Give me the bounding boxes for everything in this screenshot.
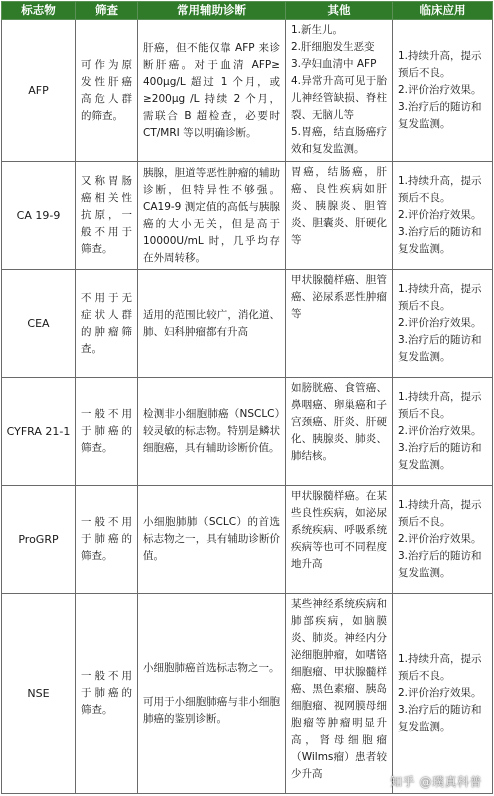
table-row — [2, 20, 493, 162]
clinical-cell — [393, 594, 493, 794]
other-line: 甲状腺髓样癌、胆管癌、泌尿系恶性肿瘤等 — [291, 274, 387, 320]
clinical-line: 3.治疗后的随访和复发监测。 — [398, 550, 482, 579]
header-screening: 筛查 — [76, 2, 138, 20]
other-line: 甲状腺髓样癌。在某些良性疾病，如泌尿系统疾病、呼吸系统疾病等也可不同程度地升高 — [291, 490, 387, 570]
screening-cell — [76, 594, 138, 794]
clinical-cell — [393, 162, 493, 270]
diagnosis-paragraph: 小细胞肺肺（SCLC）的首选标志物之一，具有辅助诊断价值。 — [143, 516, 280, 562]
other-line: 某些神经系统疾病和肺部疾病，如脑膜炎、肺炎。神经内分泌细胞肿瘤，如嗜铬细胞瘤、甲状腺髓样癌、黑色素瘤、胰岛细胞瘤、视网膜母细胞瘤等肿瘤明显升高，肾母细胞瘤（Wilms瘤）患者较少升高 — [291, 598, 387, 780]
other-line: 5.胃癌，结直肠癌疗效和复发监测。 — [291, 126, 387, 155]
table-row — [2, 270, 493, 378]
diagnosis-cell — [138, 270, 286, 378]
clinical-line: 3.治疗后的随访和复发监测。 — [398, 334, 482, 363]
clinical-cell — [393, 378, 493, 486]
screening-cell — [76, 486, 138, 594]
clinical-line: 3.治疗后的随访和复发监测。 — [398, 704, 482, 733]
table-row — [2, 378, 493, 486]
diagnosis-paragraph: 小细胞肺癌首选标志物之一。 — [143, 661, 280, 674]
clinical-line: 3.治疗后的随访和复发监测。 — [398, 101, 482, 130]
clinical-cell — [393, 20, 493, 162]
diagnosis-cell — [138, 486, 286, 594]
clinical-line: 2.评价治疗效果。 — [398, 84, 482, 96]
screening-cell — [76, 378, 138, 486]
clinical-line: 1.持续升高，提示预后不良。 — [398, 50, 482, 79]
screening-text: 可作为原发性肝癌高危人群的筛查。 — [81, 58, 132, 122]
marker-name: CEA — [27, 317, 50, 330]
other-cell — [286, 378, 393, 486]
clinical-line: 3.治疗后的随访和复发监测。 — [398, 442, 482, 471]
clinical-line: 1.持续升高，提示预后不良。 — [398, 283, 482, 312]
marker-name: NSE — [27, 687, 50, 700]
marker-cell — [2, 162, 76, 270]
table-row — [2, 486, 493, 594]
marker-cell — [2, 20, 76, 162]
table-row — [2, 594, 493, 794]
clinical-line: 2.评价治疗效果。 — [398, 317, 482, 329]
header-diagnosis: 常用辅助诊断 — [138, 2, 286, 20]
other-line: 如膀胱癌、食管癌、鼻咽癌、卵巢癌和子宫颈癌、肝炎、肝硬化、胰腺炎、肺炎、肺结核。 — [291, 382, 387, 462]
marker-name: AFP — [28, 84, 49, 97]
other-cell — [286, 594, 393, 794]
other-line: 1.新生儿。 — [291, 24, 344, 36]
other-line: 4.异常升高可见于胎儿神经管缺损、脊柱裂、无脑儿等 — [291, 75, 387, 121]
diagnosis-cell — [138, 162, 286, 270]
clinical-line: 1.持续升高，提示预后不良。 — [398, 175, 482, 204]
diagnosis-paragraph: 检测非小细胞肺癌（NSCLC）较灵敏的标志物。特别是鳞状细胞癌，具有辅助诊断价值。 — [143, 408, 280, 454]
screening-text: 不用于无症状人群的肿瘤筛查。 — [81, 291, 132, 355]
line-gap — [143, 677, 280, 694]
clinical-line: 2.评价治疗效果。 — [398, 209, 482, 221]
clinical-line: 3.治疗后的随访和复发监测。 — [398, 226, 482, 255]
screening-cell — [76, 162, 138, 270]
other-cell — [286, 270, 393, 378]
diagnosis-cell — [138, 20, 286, 162]
marker-cell — [2, 594, 76, 794]
header-clinical: 临床应用 — [393, 2, 493, 20]
clinical-line: 1.持续升高，提示预后不良。 — [398, 499, 482, 528]
diagnosis-paragraph: 适用的范围比较广，消化道、肺、妇科肿瘤都有升高 — [143, 308, 280, 338]
other-line: 2.肝细胞发生恶变 — [291, 41, 375, 53]
diagnosis-paragraph: 胰腺，胆道等恶性肿瘤的辅助诊断，但特异性不够强。CA19-9 测定值的高低与胰腺癌的大小无关，但是高于 10000U/mL 时，几乎均存在外周转移。 — [143, 166, 280, 264]
table-row — [2, 162, 493, 270]
marker-cell — [2, 486, 76, 594]
clinical-line: 1.持续升高，提示预后不良。 — [398, 391, 482, 420]
marker-name: CA 19-9 — [16, 209, 61, 222]
diagnosis-cell — [138, 594, 286, 794]
screening-text: 一般不用于肺癌的筛查。 — [81, 516, 132, 562]
screening-text: 一般不用于肺癌的筛查。 — [81, 670, 132, 716]
marker-cell — [2, 378, 76, 486]
diagnosis-cell — [138, 378, 286, 486]
clinical-line: 2.评价治疗效果。 — [398, 687, 482, 699]
header-other: 其他 — [286, 2, 393, 20]
header-row — [2, 2, 493, 20]
clinical-cell — [393, 270, 493, 378]
clinical-line: 1.持续升高，提示预后不良。 — [398, 653, 482, 682]
screening-cell — [76, 270, 138, 378]
tumor-marker-table — [1, 1, 493, 794]
marker-cell — [2, 270, 76, 378]
clinical-cell — [393, 486, 493, 594]
clinical-line: 2.评价治疗效果。 — [398, 425, 482, 437]
other-cell — [286, 486, 393, 594]
screening-text: 一般不用于肺癌的筛查。 — [81, 408, 132, 454]
diagnosis-paragraph: 肝癌，但不能仅靠 AFP 来诊断肝癌。对于血清 AFP≥ 400μg/L 超过 1 个月，或≥200μg /L 持续 2 个月， 需联合 B 超检查，必要时 CT/MRI 等以明确诊断。 — [143, 41, 280, 139]
other-line: 胃癌，结肠癌，肝癌、良性疾病如肝炎、胰腺炎、胆管炎、胆囊炎、肝硬化等 — [291, 166, 387, 246]
other-cell — [286, 162, 393, 270]
header-marker: 标志物 — [2, 2, 76, 20]
watermark: 知乎 @璞真科普 — [390, 775, 482, 789]
diagnosis-paragraph: 可用于小细胞肺癌与非小细胞肺癌的鉴别诊断。 — [143, 695, 280, 725]
clinical-line: 2.评价治疗效果。 — [398, 533, 482, 545]
screening-cell — [76, 20, 138, 162]
screening-text: 又称胃肠癌相关性抗原，一般不用于筛查。 — [81, 175, 132, 255]
marker-name: ProGRP — [18, 533, 59, 546]
other-line: 3.孕妇血清中 AFP — [291, 58, 377, 70]
other-cell — [286, 20, 393, 162]
marker-name: CYFRA 21-1 — [6, 425, 71, 438]
